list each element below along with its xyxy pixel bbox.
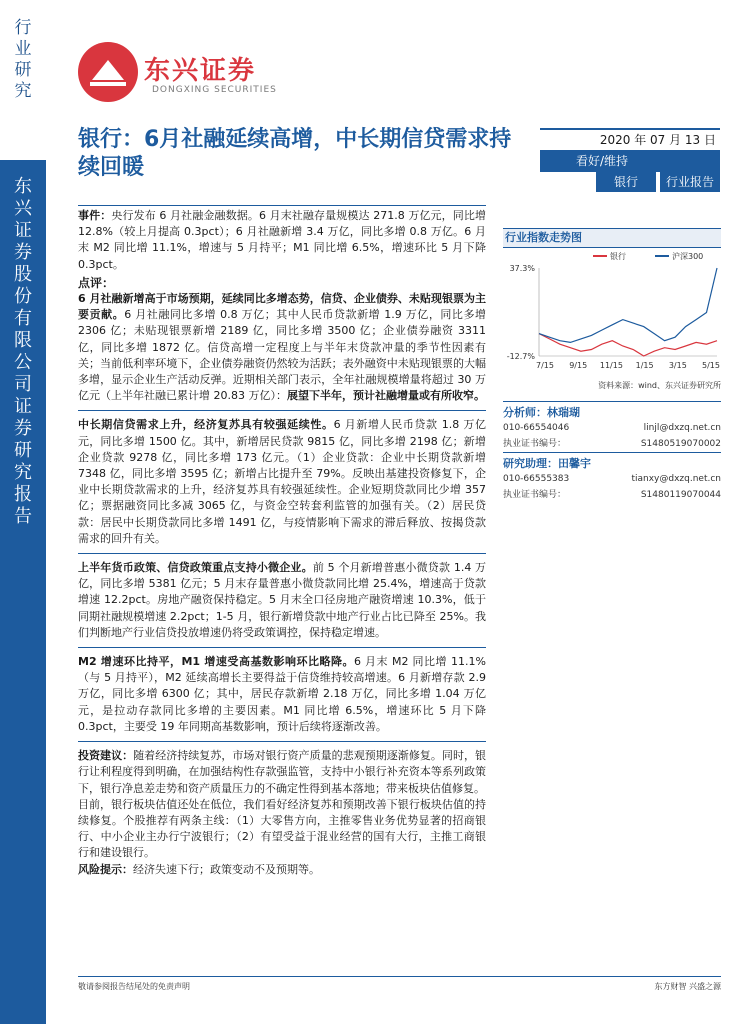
analyst-1-phone: 010-66554046: [503, 423, 570, 433]
sidebar: [0, 0, 46, 1024]
report-category: 行业研究: [14, 18, 32, 101]
report-title: 银行：6月社融延续高增，中长期信贷需求持续回暖: [78, 127, 512, 180]
divider: [78, 410, 486, 411]
x-tick-label: 9/15: [569, 361, 588, 370]
comment-label: 点评：: [78, 275, 115, 290]
paragraph-investment-advice: [78, 748, 486, 797]
analyst-2-license: [503, 487, 721, 503]
series-line-2: [539, 268, 717, 342]
p3-text: 前 5 个月新增普惠小微贷款 1.4 万亿，同比多增 5381 亿元；5 月末存量普惠小微贷款同比增 25.4%，增速高于贷款增速 12.2pct。房地产融资保持稳定。5 月末全口径房地产融资增速 10.3%，低于同期社融规模增速 2.2pct；1-5 月，银行新增贷款中地产行业占比已降至 25%。我们判断地产行业信贷投放增速仍将受政策调控，保持稳定增速。: [78, 561, 487, 639]
legend-label: 银行: [610, 252, 626, 261]
page-footer: [78, 976, 721, 991]
divider: [78, 741, 486, 742]
report-info-box: [540, 128, 720, 192]
x-tick-label: 3/15: [668, 361, 687, 370]
legend-label: 沪深300: [672, 252, 704, 261]
company-logo: [78, 42, 288, 102]
analyst-1-contact: [503, 420, 721, 436]
event-paragraph: [78, 208, 486, 273]
analyst-2-license-label: 执业证书编号：: [503, 490, 567, 500]
logo-text-cn: 东兴证券: [144, 56, 257, 86]
content-top-rule: [78, 205, 486, 206]
chart-source: 资料来源：wind、东兴证券研究所: [598, 381, 721, 390]
company-report-label: 东兴证券股份有限公司证券研究报告: [14, 176, 32, 527]
index-trend-chart: [503, 248, 721, 378]
series-line-1: [539, 334, 717, 356]
chart-svg: [503, 248, 721, 378]
divider: [78, 647, 486, 648]
paragraph-credit-demand: [78, 417, 486, 547]
p3-heading: 上半年货币政策、信贷政策重点支持小微企业。: [78, 561, 313, 575]
analyst-block: [503, 401, 721, 503]
logo-mark-icon: [78, 42, 138, 102]
p5-text: 随着经济持续复苏，市场对银行资产质量的悲观预期逐渐修复。同时，银行让利程度得到明确，在加强结构性存款强监管，支持中小银行补充资本等系列政策下，银行净息差走势和资产质量压力的不确定性得到基本落地；带来板块估值修复。: [78, 749, 486, 795]
analyst-1-title: 分析师：林瑞瑚: [503, 401, 721, 420]
p1-text: 6 月社融同比多增 0.8 万亿；其中人民币贷款新增 1.9 万亿，同比多增 2306 亿；未贴现银票新增 2189 亿，同比多增 3500 亿；企业债券融资 3311 亿，同比多增 1872 亿。信贷高增一定程度上与半年末贷款冲量的季节性因素有关；当前低利率环境下，企业债券融资仍然较为活跃；表外融资中未贴现银票的大幅多增，显示企业生产活动反弹。近期相关部门表示，全年社融规模增量将超过 30 万亿元（上半年社融已累计增 20.83 万亿）：: [78, 308, 487, 403]
event-text: 央行发布 6 月社融金融数据。6 月末社融存量规模达 271.8 万亿元，同比增 12.8%（较上月提高 0.3pct）；6 月社融新增 3.4 万亿，同比多增 0.8 万亿。6 月末 M2 同比增 11.1%，增速与 5 月持平；M1 同比增 6.5%，增速环比 5 月下降 0.3pct。: [78, 209, 487, 271]
analyst-1-license-no: S1480519070002: [640, 439, 721, 449]
rating-label: 看好/维持: [540, 151, 720, 171]
paragraph-stock-picks: 目前，银行板块估值还处在低位，我们看好经济复苏和预期改善下银行板块估值的持续修复。个股推荐有两条主线：（1）大零售方向，主推零售业务优势显著的招商银行、中小企业主办行宁波银行；（2）有望受益于混业经营的国有大行，主推工商银行和建设银行。: [78, 797, 486, 860]
analyst-2-title: 研究助理：田馨宇: [503, 452, 721, 471]
analyst-2-contact: [503, 471, 721, 487]
classification-row: [540, 171, 720, 192]
right-column: [503, 228, 721, 503]
paragraph-small-business: [78, 560, 486, 641]
x-tick-label: 7/15: [536, 361, 554, 370]
x-tick-label: 1/15: [635, 361, 654, 370]
p2-heading: 中长期信贷需求上升，经济复苏具有较强延续性。: [78, 418, 334, 432]
industry-label: 银行: [596, 172, 656, 192]
p4-text: 6 月末 M2 同比增 11.1%（与 5 月持平），M2 延续高增长主要得益于信贷维持较高增速。6 月新增存款 2.9 万亿，同比多增 6300 亿；其中，居民存款新增 2.18 万亿，同比多增 1.04 万亿元，是拉动存款同比多增的主要因素。M1 同比增 6.5%，增速环比 5 月下降 0.3pct，主要受 19 年同期高基数影响，预计后续将逐渐改善。: [78, 655, 486, 733]
paragraph-social-financing: [78, 291, 486, 404]
analyst-2-phone: 010-66555383: [503, 474, 570, 484]
report-date: 2020 年 07 月 13 日: [540, 128, 720, 150]
paragraph-m2: [78, 654, 486, 735]
y-tick-label: -12.7%: [506, 352, 535, 361]
paragraph-risk: [78, 862, 486, 878]
sidebar-top: [0, 0, 46, 155]
analyst-1-license: [503, 436, 721, 452]
x-tick-label: 11/15: [599, 361, 623, 370]
risk-text: 经济失速下行；政策变动不及预期等。: [133, 862, 320, 876]
chart-title: 行业指数走势图: [503, 228, 721, 248]
report-type-label: 行业报告: [660, 172, 720, 192]
sidebar-band: [0, 160, 46, 1024]
main-content: [78, 208, 486, 878]
p1-tail: 展望下半年，预计社融增量或有所收窄。: [286, 389, 485, 403]
x-tick-label: 5/15: [702, 361, 720, 370]
analyst-1-email[interactable]: linjl@dxzq.net.cn: [643, 423, 721, 433]
p1-heading: 6 月社融新增高于市场预期，延续同比多增态势，信贷、企业债券、未贴现银票为主要贡献。: [78, 292, 486, 322]
disclaimer-note: 敬请参阅报告结尾处的免责声明: [78, 982, 190, 991]
p2-text: 6 月新增人民币贷款 1.8 万亿元，同比多增 1500 亿。其中，新增居民贷款 9815 亿，同比多增 2198 亿；新增企业贷款 9278 亿，同比多增 173 亿元。（1）企业贷款：企业中长期贷款新增 7348 亿，同比多增 3595 亿；新增占比提升至 79%。反映出基建投资修复下，企业中长期贷款需求的上升，经济复苏具有较强延续性。企业短期贷款同比少增 357 亿；票据融资同比多减 3065 亿，与资金空转套利监管的加强有关。（2）居民贷款：居民中长期贷款同比多增 1491 亿，与疫情影响下需求的滞后释放、按揭贷款需求的回升有关。: [78, 418, 487, 545]
event-label: 事件：: [78, 209, 112, 222]
p5-label: 投资建议：: [78, 749, 134, 763]
analyst-2-license-no: S1480119070044: [640, 490, 721, 500]
slogan: 东方财智 兴盛之源: [654, 982, 721, 991]
logo-text-en: DONGXING SECURITIES: [152, 85, 277, 95]
rating-row: [540, 150, 720, 171]
p4-heading: M2 增速环比持平，M1 增速受高基数影响环比略降。: [78, 655, 355, 669]
analyst-1-license-label: 执业证书编号：: [503, 439, 567, 449]
analyst-2-email[interactable]: tianxy@dxzq.net.cn: [631, 474, 721, 484]
y-tick-label: 37.3%: [509, 264, 535, 273]
divider: [78, 553, 486, 554]
risk-label: 风险提示：: [78, 862, 133, 876]
